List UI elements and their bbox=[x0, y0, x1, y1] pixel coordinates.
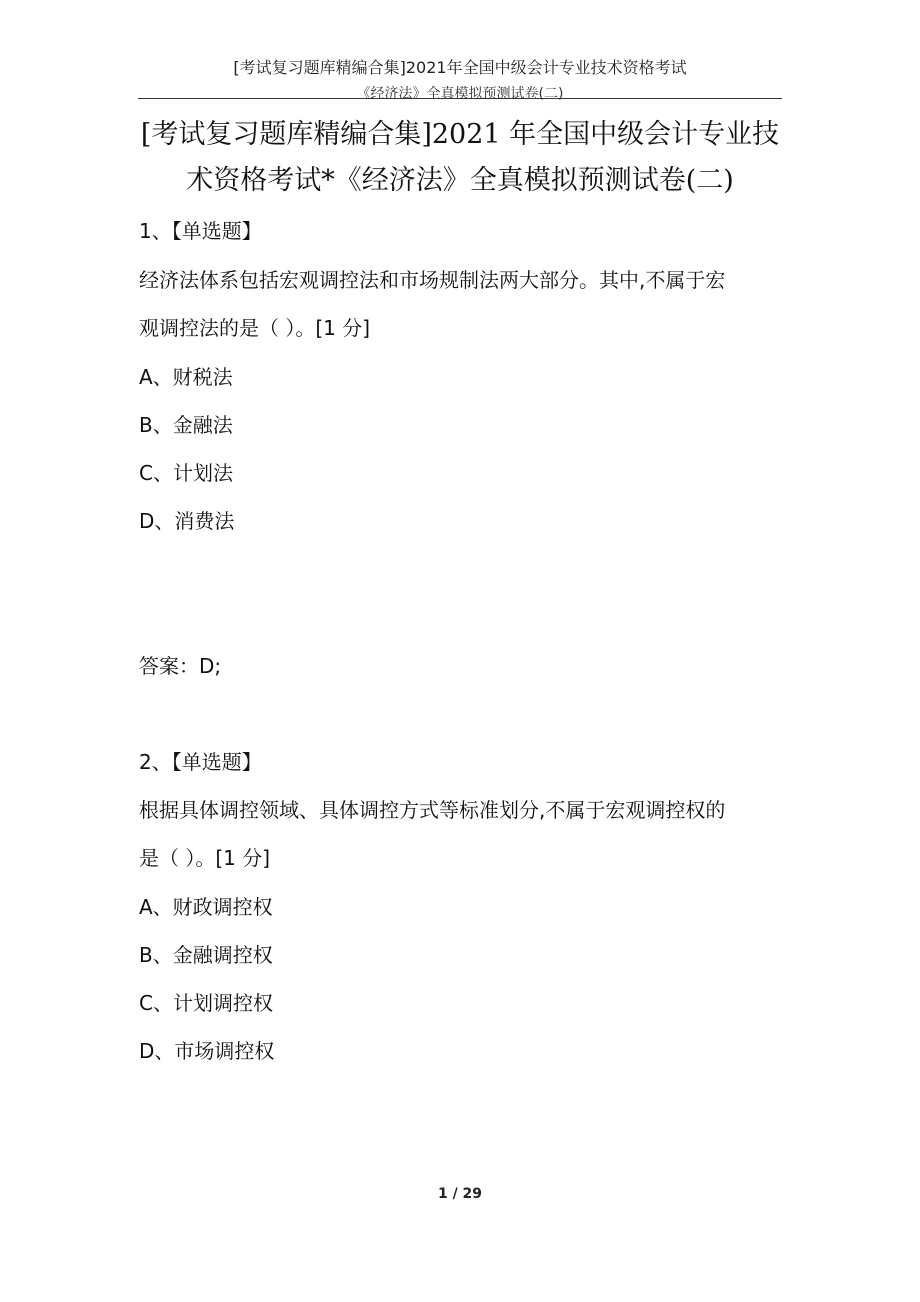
document-title bbox=[138, 112, 782, 204]
question-2-option-b: B、金融调控权 bbox=[139, 943, 273, 967]
question-1-option-d: D、消费法 bbox=[139, 509, 235, 533]
question-2-label: 2、【单选题】 bbox=[139, 750, 262, 774]
running-header-continuation: 《经济法》全真模拟预测试卷(二) bbox=[356, 86, 564, 102]
question-1-answer: 答案：D; bbox=[139, 654, 222, 678]
question-2-option-c: C、计划调控权 bbox=[139, 991, 273, 1015]
question-2-option-a: A、财政调控权 bbox=[139, 895, 273, 919]
header-divider bbox=[138, 98, 782, 99]
running-header: [考试复习题库精编合集]2021年全国中级会计专业技术资格考试 bbox=[233, 58, 687, 77]
question-1-option-a: A、财税法 bbox=[139, 365, 233, 389]
document-title-line-1: [考试复习题库精编合集]2021 年全国中级会计专业技 bbox=[140, 119, 780, 150]
question-2-stem-line-1: 根据具体调控领域、具体调控方式等标准划分,不属于宏观调控权的 bbox=[139, 798, 726, 822]
question-1-option-c: C、计划法 bbox=[139, 461, 233, 485]
question-2-option-d: D、市场调控权 bbox=[139, 1039, 275, 1063]
question-2-stem-line-2: 是（ ）。[1 分] bbox=[139, 846, 271, 870]
question-1-option-b: B、金融法 bbox=[139, 413, 233, 437]
question-1-stem-line-1: 经济法体系包括宏观调控法和市场规制法两大部分。其中,不属于宏 bbox=[139, 268, 726, 292]
question-1-stem-line-2: 观调控法的是（ ）。[1 分] bbox=[139, 316, 371, 340]
document-title-line-2: 术资格考试*《经济法》全真模拟预测试卷(二) bbox=[186, 165, 734, 196]
question-1-label: 1、【单选题】 bbox=[139, 219, 262, 243]
page-number: 1 / 29 bbox=[437, 1186, 483, 1202]
